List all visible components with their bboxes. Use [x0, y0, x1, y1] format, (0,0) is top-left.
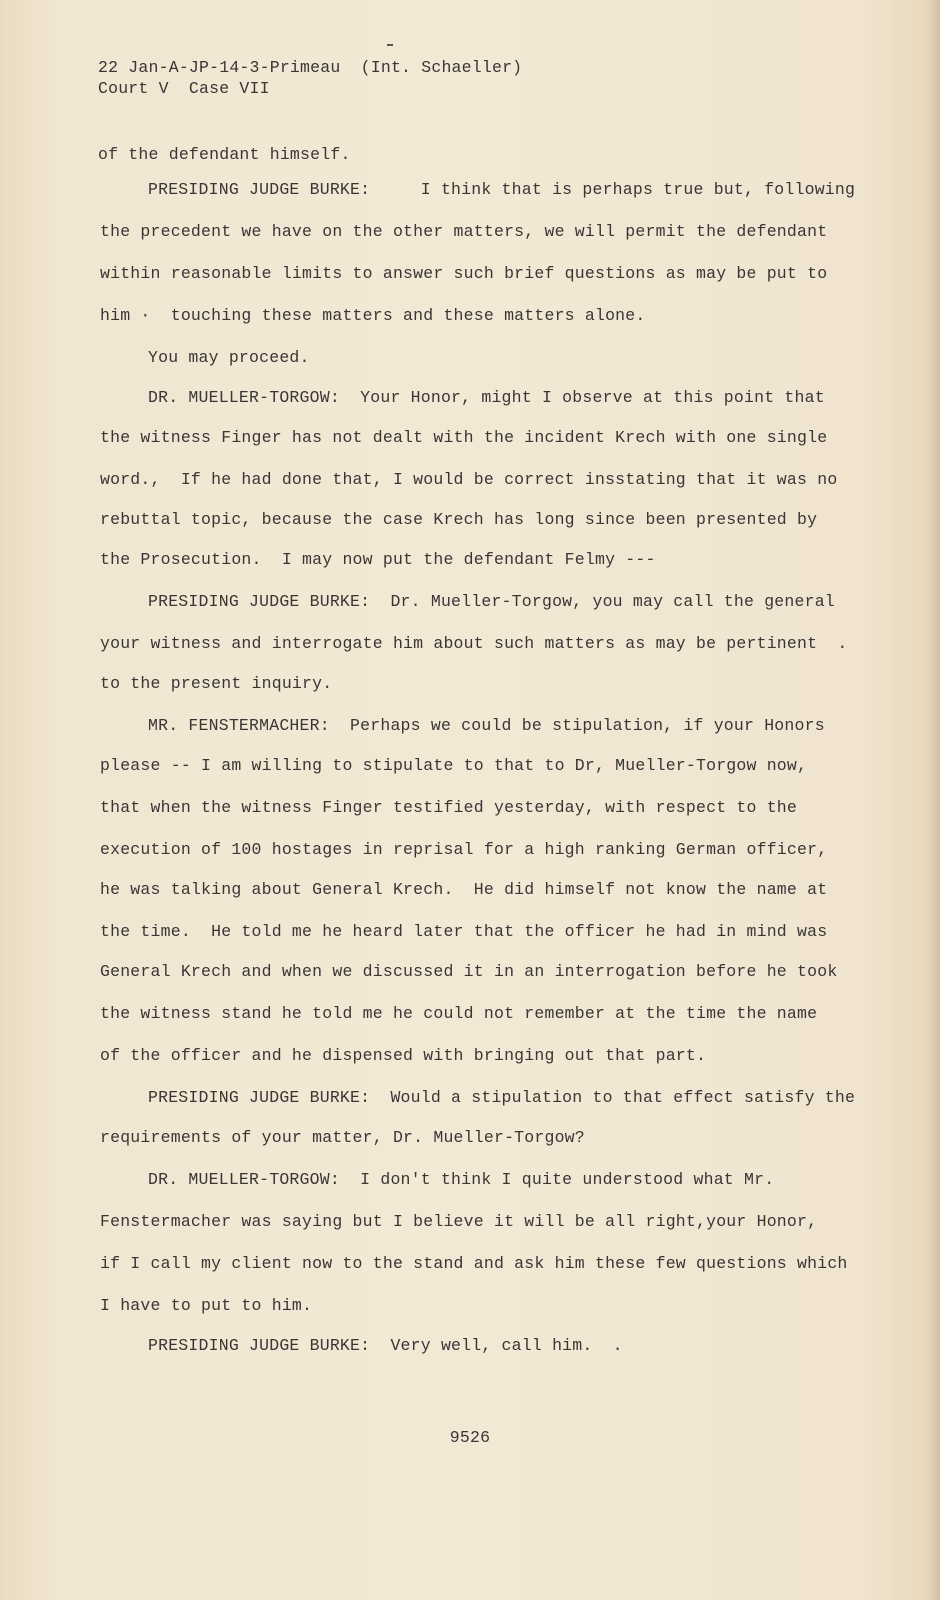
header-reference-line: 22 Jan-A-JP-14-3-Primeau (Int. Schaeller) — [98, 58, 523, 77]
body-line-5: him · touching these matters and these matters alone. — [100, 306, 646, 325]
body-line-24: PRESIDING JUDGE BURKE: Would a stipulation to that effect satisfy the — [148, 1088, 856, 1107]
body-line-1: of the defendant himself. — [98, 145, 351, 164]
body-line-27: Fenstermacher was saying but I believe it will be all right,your Honor, — [100, 1212, 818, 1231]
body-line-18: execution of 100 hostages in reprisal for a high ranking German officer, — [100, 840, 828, 859]
body-line-26: DR. MUELLER-TORGOW: I don't think I quite understood what Mr. — [148, 1170, 775, 1189]
body-line-28: if I call my client now to the stand and ask him these few questions which — [100, 1254, 848, 1273]
body-line-30: PRESIDING JUDGE BURKE: Very well, call him. . — [148, 1336, 623, 1355]
page-number: 9526 — [449, 1428, 491, 1447]
body-line-14: to the present inquiry. — [100, 674, 333, 693]
body-line-25: requirements of your matter, Dr. Mueller-Torgow? — [100, 1128, 585, 1147]
body-line-11: the Prosecution. I may now put the defendant Felmy --- — [100, 550, 656, 569]
body-line-20: the time. He told me he heard later that the officer he had in mind was — [100, 922, 828, 941]
body-line-17: that when the witness Finger testified yesterday, with respect to the — [100, 798, 798, 817]
body-line-19: he was talking about General Krech. He did himself not know the name at — [100, 880, 828, 899]
body-line-3: the precedent we have on the other matters, we will permit the defendant — [100, 222, 828, 241]
body-line-6: You may proceed. — [148, 348, 310, 367]
body-line-23: of the officer and he dispensed with bringing out that part. — [100, 1046, 707, 1065]
header-court-case-line: Court V Case VII — [98, 79, 270, 98]
body-line-12: PRESIDING JUDGE BURKE: Dr. Mueller-Torgow, you may call the general — [148, 592, 835, 611]
body-line-9: word., If he had done that, I would be correct insstating that it was no — [100, 470, 838, 489]
body-line-13: your witness and interrogate him about such matters as may be pertinent . — [100, 634, 848, 653]
body-line-7: DR. MUELLER-TORGOW: Your Honor, might I observe at this point that — [148, 388, 825, 407]
typewriter-mark — [387, 44, 393, 46]
body-line-16: please -- I am willing to stipulate to that to Dr, Mueller-Torgow now, — [100, 756, 808, 775]
body-line-21: General Krech and when we discussed it in an interrogation before he took — [100, 962, 838, 981]
body-line-10: rebuttal topic, because the case Krech has long since been presented by — [100, 510, 818, 529]
body-line-8: the witness Finger has not dealt with the incident Krech with one single — [100, 428, 828, 447]
body-line-15: MR. FENSTERMACHER: Perhaps we could be stipulation, if your Honors — [148, 716, 825, 735]
body-line-22: the witness stand he told me he could not remember at the time the name — [100, 1004, 818, 1023]
body-line-4: within reasonable limits to answer such brief questions as may be put to — [100, 264, 828, 283]
body-line-29: I have to put to him. — [100, 1296, 313, 1315]
body-line-2: PRESIDING JUDGE BURKE: I think that is perhaps true but, following — [148, 180, 856, 199]
page-edge-shadow — [926, 0, 940, 1600]
